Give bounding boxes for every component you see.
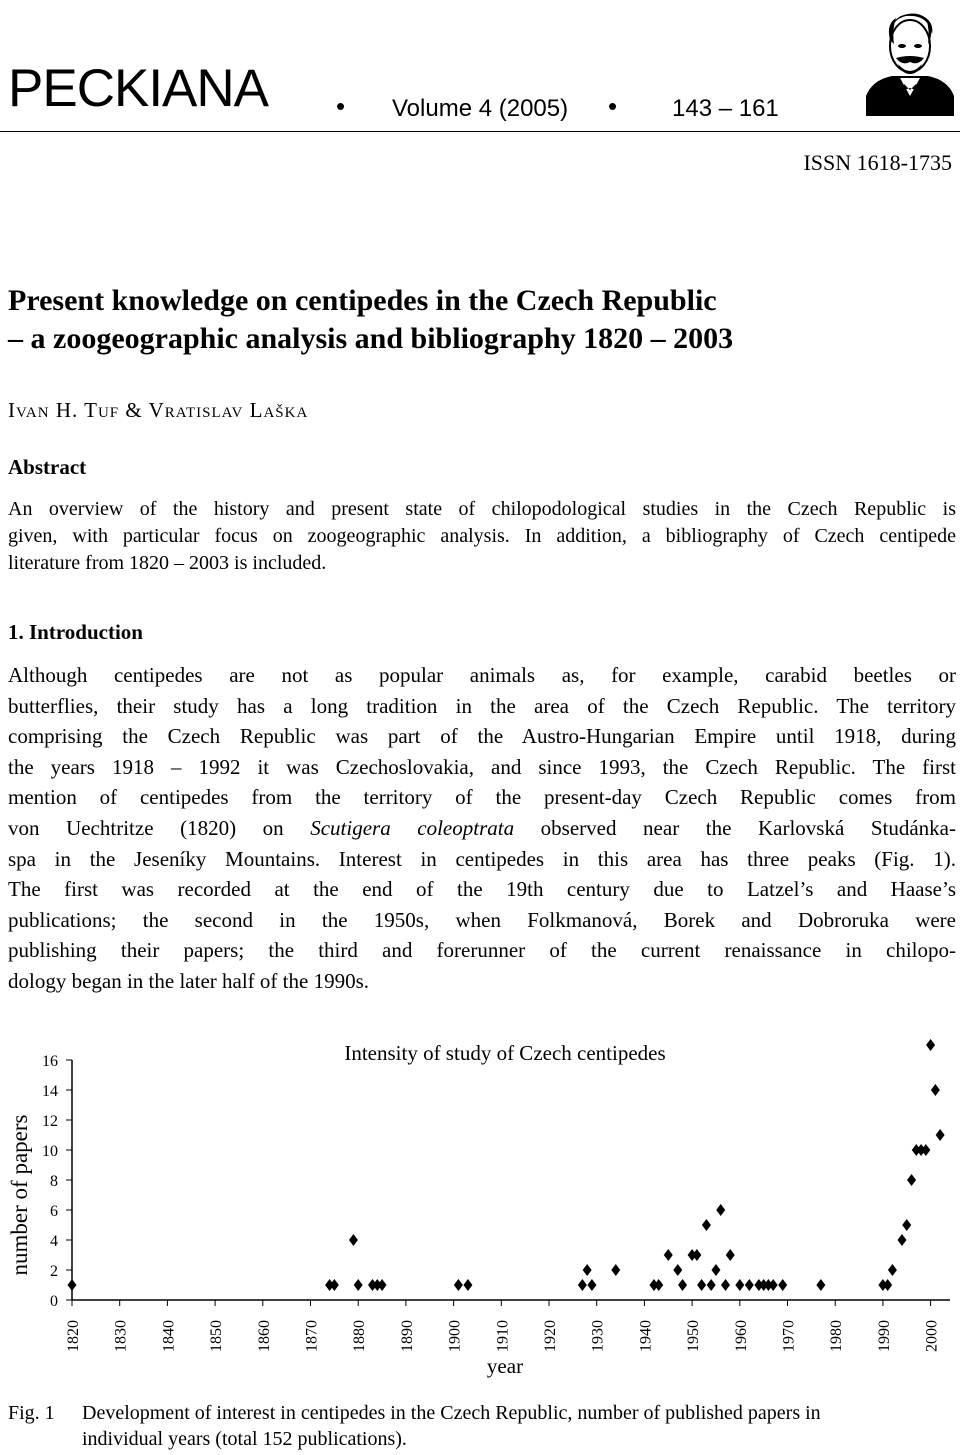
intro-line: The first was recorded at the end of the 19th century due to Latzel’s and Haase’s bbox=[8, 877, 956, 902]
data-point bbox=[664, 1249, 673, 1261]
data-point bbox=[778, 1279, 787, 1291]
y-axis-label: number of papers bbox=[7, 1114, 32, 1276]
data-point bbox=[702, 1219, 711, 1231]
x-tick-label: 1960 bbox=[732, 1320, 750, 1352]
x-tick-label: 1830 bbox=[112, 1320, 130, 1352]
issn: ISSN 1618-1735 bbox=[803, 150, 952, 175]
author-text: AŠKA bbox=[263, 405, 309, 421]
data-point bbox=[378, 1279, 387, 1291]
data-point bbox=[68, 1279, 77, 1291]
intro-line: Although centipedes are not as popular animals as, for example, carabid beetles or bbox=[8, 663, 956, 687]
intro-line bbox=[8, 813, 956, 844]
data-point bbox=[921, 1144, 930, 1156]
y-tick-labels bbox=[42, 1053, 58, 1310]
data-point bbox=[907, 1174, 916, 1186]
x-tick-label: 1840 bbox=[160, 1320, 178, 1352]
data-point bbox=[678, 1279, 687, 1291]
scatter-chart bbox=[0, 1030, 960, 1400]
data-point bbox=[692, 1249, 701, 1261]
chart-title: Intensity of study of Czech centipedes bbox=[344, 1041, 666, 1065]
data-point bbox=[707, 1279, 716, 1291]
page-range: 143 – 161 bbox=[672, 95, 779, 122]
x-tick-label: 1870 bbox=[303, 1320, 321, 1352]
data-point bbox=[354, 1279, 363, 1291]
x-tick-label: 1910 bbox=[494, 1320, 512, 1352]
author-separator: & bbox=[125, 398, 143, 422]
caption-line: Development of interest in centipedes in the Czech Republic, number of published papers in bbox=[82, 1402, 821, 1424]
intro-line: publishing their papers; the third and forerunner of the current renaissance in chilopo- bbox=[8, 938, 956, 963]
data-point bbox=[931, 1084, 940, 1096]
journal-title: PECKIANA bbox=[8, 59, 269, 118]
x-tick-label: 1920 bbox=[542, 1320, 559, 1352]
header-separator: • bbox=[336, 91, 346, 121]
intro-line: mention of centipedes from the territory of the present-day Czech Republic comes from bbox=[8, 785, 956, 810]
author-text: UF bbox=[97, 405, 120, 421]
x-tick-label: 1880 bbox=[351, 1320, 369, 1352]
y-tick-label: 10 bbox=[42, 1143, 58, 1160]
intro-text: observed near the Karlovská Studánka- bbox=[540, 815, 956, 840]
data-point bbox=[897, 1234, 906, 1246]
x-tick-label: 1850 bbox=[208, 1320, 226, 1352]
data-point bbox=[816, 1279, 825, 1291]
data-point bbox=[611, 1264, 620, 1276]
data-point bbox=[735, 1279, 744, 1291]
data-point bbox=[745, 1279, 754, 1291]
header-rule bbox=[0, 131, 960, 132]
data-point bbox=[716, 1204, 725, 1216]
x-tick-label: 1940 bbox=[637, 1320, 655, 1352]
x-tick-label: 1890 bbox=[398, 1320, 416, 1352]
x-tick-label: 1990 bbox=[875, 1320, 893, 1352]
data-point bbox=[883, 1279, 892, 1291]
data-point bbox=[769, 1279, 778, 1291]
abstract-line: An overview of the history and present state of chilopodological studies in the Czech Republic is bbox=[8, 498, 956, 520]
x-tick-label: 1980 bbox=[828, 1320, 846, 1352]
x-axis-label: year bbox=[486, 1354, 524, 1378]
intro-line: the years 1918 – 1992 it was Czechoslovakia, and since 1993, the Czech Republic. The first bbox=[8, 754, 956, 779]
y-tick-label: 14 bbox=[42, 1083, 58, 1100]
caption-line: individual years (total 152 publications). bbox=[82, 1428, 407, 1450]
data-point bbox=[697, 1279, 706, 1291]
y-tick-label: 4 bbox=[50, 1233, 58, 1250]
abstract-heading: Abstract bbox=[8, 455, 87, 479]
intro-line: spa in the Jeseníky Mountains. Interest in centipedes in this area has three peaks (Fig. 1). bbox=[8, 846, 956, 871]
figure-label: Fig. 1 bbox=[8, 1402, 55, 1424]
data-point bbox=[726, 1249, 735, 1261]
x-tick-label: 1820 bbox=[65, 1320, 82, 1352]
intro-line: butterflies, their study has a long tradition in the area of the Czech Republic. The territory bbox=[8, 693, 956, 718]
data-point bbox=[926, 1039, 935, 1051]
abstract-body bbox=[8, 496, 956, 577]
article-title-line-2: – a zoogeographic analysis and bibliography 1820 – 2003 bbox=[8, 322, 734, 355]
data-point bbox=[936, 1129, 945, 1141]
data-point bbox=[454, 1279, 463, 1291]
x-tick-label: 2000 bbox=[923, 1320, 941, 1352]
author-text: I bbox=[8, 398, 16, 422]
introduction-body bbox=[8, 660, 956, 997]
data-point bbox=[721, 1279, 730, 1291]
x-tick-label: 1900 bbox=[446, 1320, 464, 1352]
author-text: V bbox=[148, 398, 165, 422]
intro-text: von Uechtritze (1820) on bbox=[8, 815, 284, 840]
y-tick-label: 6 bbox=[50, 1203, 58, 1220]
abstract-line: given, with particular focus on zoogeographic analysis. In addition, a bibliography of Czech centipede bbox=[8, 525, 956, 547]
x-tick-label: 1970 bbox=[780, 1320, 798, 1352]
volume-label: Volume 4 (2005) bbox=[392, 95, 569, 122]
author-text: H. T bbox=[55, 398, 98, 422]
y-tick-label: 16 bbox=[42, 1053, 58, 1070]
y-tick-label: 8 bbox=[50, 1173, 58, 1190]
author-text: L bbox=[249, 398, 264, 422]
chart-axes bbox=[66, 1060, 950, 1306]
article-title-line-1: Present knowledge on centipedes in the Czech Republic bbox=[8, 284, 717, 317]
y-tick-label: 2 bbox=[50, 1263, 58, 1280]
journal-logo-portrait bbox=[862, 4, 958, 116]
data-points bbox=[68, 1039, 945, 1291]
header-separator: • bbox=[608, 91, 618, 121]
x-tick-label: 1950 bbox=[685, 1320, 703, 1352]
author-text: VAN bbox=[16, 405, 50, 421]
intro-line: publications; the second in the 1950s, when Folkmanová, Borek and Dobroruka were bbox=[8, 907, 956, 932]
data-point bbox=[654, 1279, 663, 1291]
author-text: RATISLAV bbox=[164, 405, 244, 421]
data-point bbox=[902, 1219, 911, 1231]
introduction-heading: 1. Introduction bbox=[8, 620, 143, 644]
authors bbox=[8, 398, 308, 423]
x-tick-labels bbox=[65, 1320, 941, 1352]
data-point bbox=[673, 1264, 682, 1276]
data-point bbox=[587, 1279, 596, 1291]
species-name: Scutigera coleoptrata bbox=[310, 815, 515, 840]
data-point bbox=[578, 1279, 587, 1291]
data-point bbox=[711, 1264, 720, 1276]
abstract-line: literature from 1820 – 2003 is included. bbox=[8, 552, 327, 574]
data-point bbox=[349, 1234, 358, 1246]
data-point bbox=[888, 1264, 897, 1276]
x-tick-label: 1930 bbox=[589, 1320, 607, 1352]
intro-line: dology began in the later half of the 1990s. bbox=[8, 968, 369, 993]
y-tick-label: 12 bbox=[42, 1113, 58, 1130]
y-tick-label: 0 bbox=[50, 1293, 58, 1310]
data-point bbox=[330, 1279, 339, 1291]
x-tick-label: 1860 bbox=[255, 1320, 273, 1352]
data-point bbox=[583, 1264, 592, 1276]
intro-line: comprising the Czech Republic was part of the Austro-Hungarian Empire until 1918, during bbox=[8, 724, 956, 749]
data-point bbox=[463, 1279, 472, 1291]
